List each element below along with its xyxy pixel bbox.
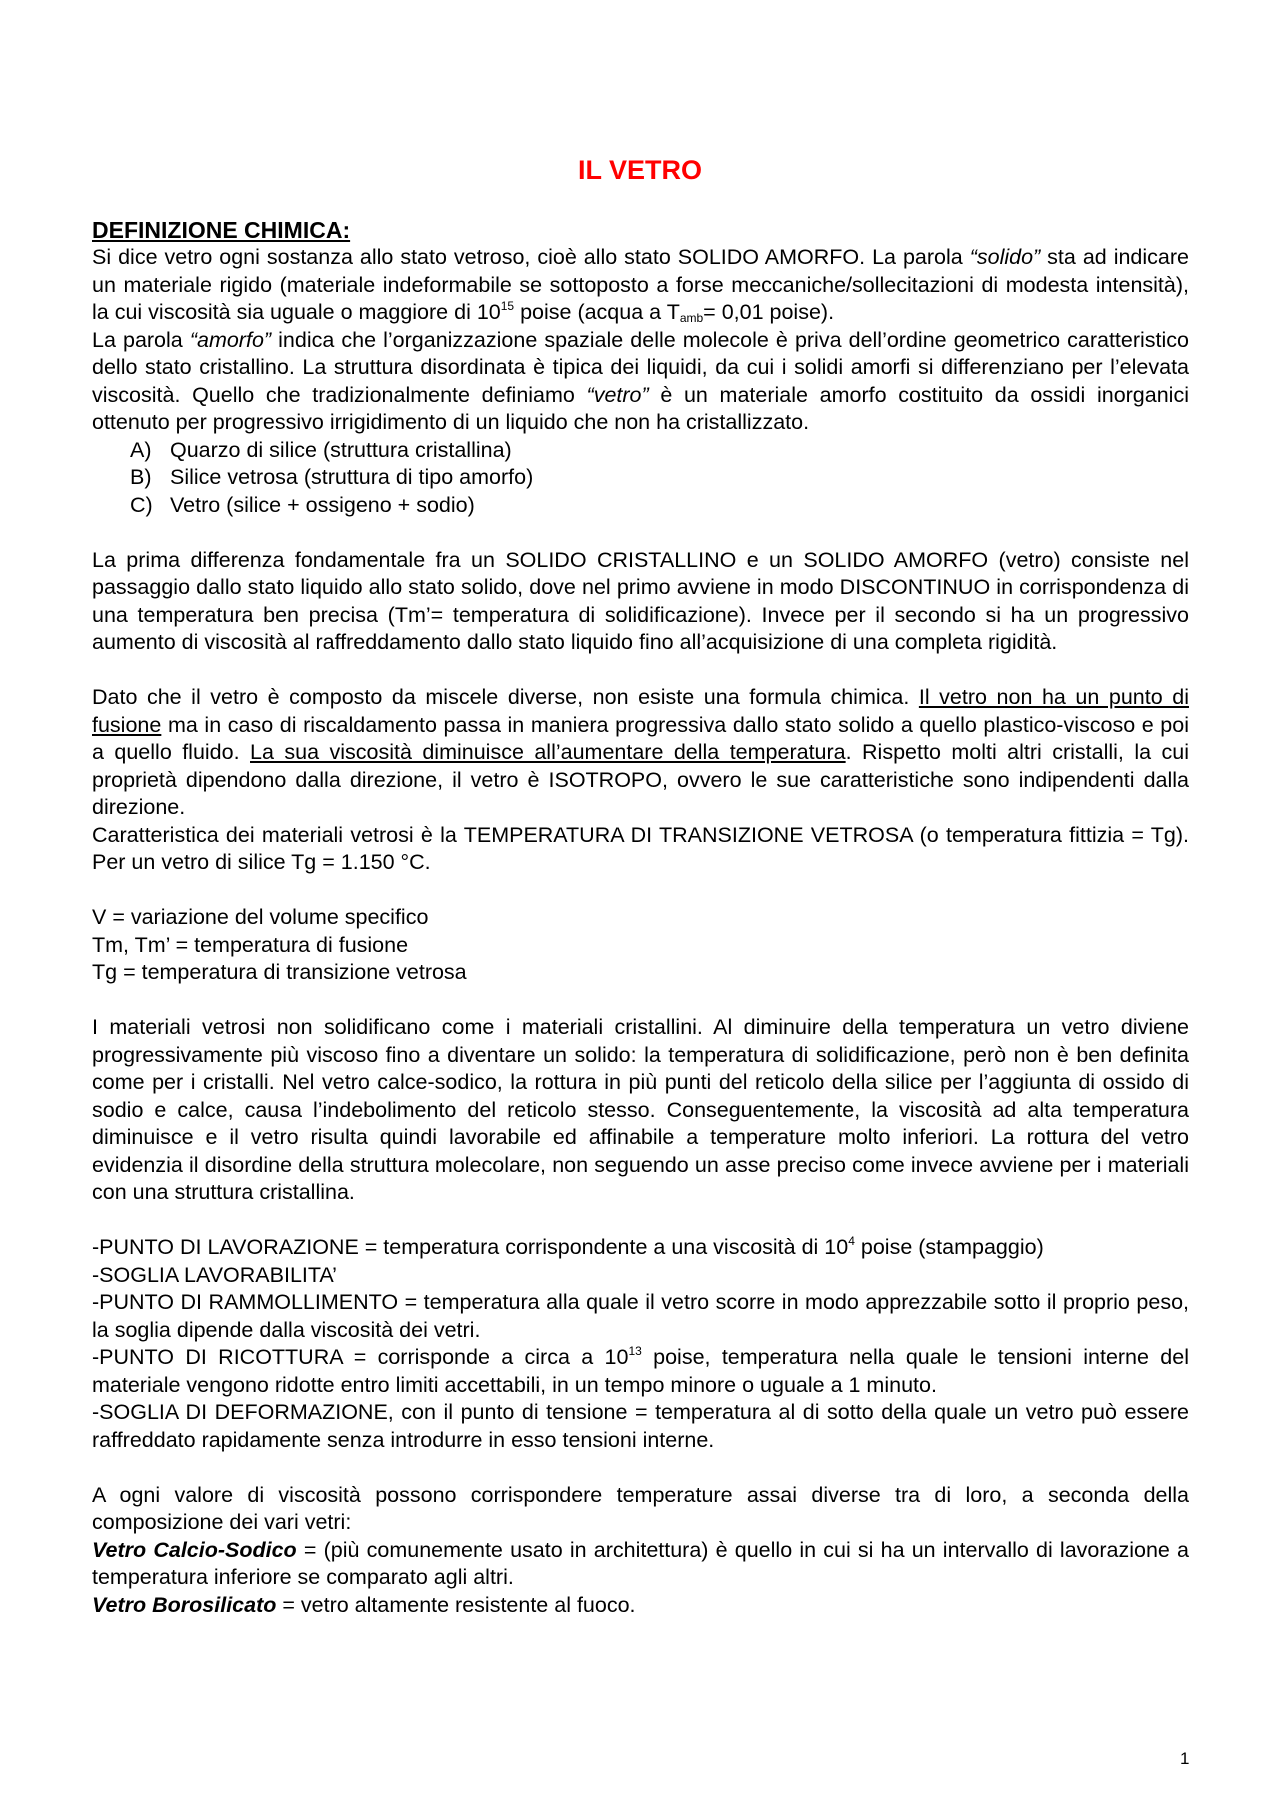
spacer	[92, 877, 1189, 905]
text-run: è un materiale amorfo costituito da ossidi inorganici ottenuto per progressivo irrigidimento di un liquido che non ha cristallizzato.	[92, 382, 1189, 434]
list-text: Silice vetrosa (struttura di tipo amorfo)	[170, 465, 534, 489]
italic-term: “amorfo”	[189, 327, 272, 352]
text-run: poise, temperatura nella quale le tensioni interne del materiale vengono ridotte entro limiti accettabili, in un tempo minore o uguale a 1 minuto.	[92, 1345, 1189, 1397]
text-run: = 0,01 poise).	[703, 300, 835, 324]
text-run: Dato che il vetro è composto da miscele diverse, non esiste una formula chimica.	[92, 685, 919, 709]
list-item	[130, 464, 1189, 492]
point-deformazione: -SOGLIA DI DEFORMAZIONE, con il punto di tensione = temperatura al di sotto della quale un vetro può essere raffreddato rapidamente senza introdurre in esso tensioni interne.	[92, 1400, 1189, 1452]
point-lavorazione	[92, 1234, 1189, 1262]
paragraph-solidification: I materiali vetrosi non solidificano come i materiali cristallini. Al diminuire della temperatura un vetro diviene progressivamente più viscoso fino a diventare un solido: la temperatura di solidificazione, però non è ben definita come per i cristalli. Nel vetro calce-sodico, la rottura in più punti del reticolo della silice per l’aggiunta di ossido di sodio e calce, causa l’indebolimento del reticolo stesso. Conseguentemente, la viscosità ad alta temperatura diminuisce e il vetro risulta quindi lavorabile ed affinabile a temperature molto inferiori. La rottura del vetro evidenzia il disordine della struttura molecolare, non seguendo un asse preciso come invece avviene per i materiali con una struttura cristallina.	[92, 1015, 1189, 1204]
spacer	[92, 1207, 1189, 1235]
list-text: Quarzo di silice (struttura cristallina)	[170, 437, 512, 462]
superscript: 4	[848, 1234, 855, 1248]
paragraph-definition	[92, 244, 1189, 327]
list-item	[130, 437, 1189, 465]
text-run: poise (stampaggio)	[854, 1235, 1044, 1259]
text-run: = (più comunemente usato in architettura) è quello in cui si ha un intervallo di lavorazione a temperatura inferiore se comparato agli altri.	[92, 1537, 1190, 1589]
point-rammollimento: -PUNTO DI RAMMOLLIMENTO = temperatura alla quale il vetro scorre in modo apprezzabile sotto il proprio peso, la soglia dipende dalla viscosità dei vetri.	[92, 1290, 1189, 1342]
superscript: 15	[500, 299, 515, 313]
superscript: 13	[628, 1344, 642, 1358]
spacer	[92, 519, 1189, 547]
definition-line: Tm, Tm’ = temperatura di fusione	[92, 932, 409, 957]
text-run: -PUNTO DI RICOTTURA = corrisponde a circa a 10	[92, 1345, 629, 1369]
paragraph-difference: La prima differenza fondamentale fra un SOLIDO CRISTALLINO e un SOLIDO AMORFO (vetro) consiste nel passaggio dallo stato liquido allo stato solido, dove nel primo avviene in modo DISCONTINUO in corrispondenza di una temperatura ben precisa (Tm’= temperatura di solidificazione). Invece per il secondo si ha un progressivo aumento di viscosità al raffreddamento dallo stato liquido fino all’acquisizione di una completa rigidità.	[92, 547, 1189, 654]
page-number: 1	[1180, 1749, 1190, 1768]
point-ricottura	[92, 1344, 1189, 1399]
text-run: sta ad indicare un materiale rigido (materiale indeformabile se sottoposto a forse meccaniche/sollecitazioni di modesta intensità), la cui viscosità sia uguale o maggiore di 10	[92, 245, 1189, 324]
paragraph-transition: Caratteristica dei materiali vetrosi è la TEMPERATURA DI TRANSIZIONE VETROSA (o temperatura fittizia = Tg). Per un vetro di silice Tg = 1.150 °C.	[92, 822, 1189, 874]
glass-type-name: Vetro Calcio-Sodico	[92, 1537, 297, 1562]
point-soglia-lavorabilita: -SOGLIA LAVORABILITA’	[92, 1262, 337, 1287]
list-letter: B)	[130, 465, 152, 489]
text-run: -PUNTO DI LAVORAZIONE = temperatura corrispondente a una viscosità di 10	[92, 1235, 849, 1259]
definition-line: V = variazione del volume specifico	[92, 905, 429, 929]
list-letter: A)	[130, 437, 152, 462]
list-text: Vetro (silice + ossigeno + sodio)	[170, 492, 475, 517]
list-letter: C)	[130, 492, 153, 517]
paragraph-viscosity-values: A ogni valore di viscosità possono corrispondere temperature assai diverse tra di loro, a seconda della composizione dei vari vetri:	[92, 1482, 1189, 1534]
paragraph-amorfo	[92, 327, 1189, 437]
subscript: amb	[679, 311, 704, 325]
section-heading: DEFINIZIONE CHIMICA:	[92, 217, 351, 243]
document-title: IL VETRO	[577, 155, 703, 185]
text-run: La parola	[92, 327, 190, 352]
text-run: poise (acqua a T	[514, 300, 680, 324]
italic-term: “solido”	[969, 245, 1041, 269]
glass-type-borosilicato	[92, 1592, 1189, 1620]
text-run: . Rispetto molti altri cristalli, la cui proprietà dipendono dalla direzione, il vetro è ISOTROPO, ovvero le sue caratteristiche sono indipendenti dalla direzione.	[92, 740, 1189, 819]
glass-type-calcio-sodico	[92, 1537, 1189, 1592]
definition-line: Tg = temperatura di transizione vetrosa	[92, 960, 467, 984]
glass-type-name: Vetro Borosilicato	[92, 1592, 277, 1617]
underlined-text: La sua viscosità diminuisce all’aumentare della temperatura	[250, 740, 846, 764]
italic-term: “vetro”	[586, 382, 649, 407]
underlined-text: Il vetro non ha un punto di fusione	[92, 685, 1189, 737]
spacer	[92, 657, 1189, 685]
spacer	[92, 987, 1189, 1015]
text-run: indica che l’organizzazione spaziale delle molecole è priva dell’ordine geometrico caratteristico dello stato cristallino. La struttura disordinata è tipica dei liquidi, da cui i solidi amorfi si differenziano per l’elevata viscosità. Quello che tradizionalmente definiamo	[92, 327, 1189, 407]
spacer	[92, 1454, 1189, 1482]
text-run: Si dice vetro ogni sostanza allo stato vetroso, cioè allo stato SOLIDO AMORFO. La parola	[92, 245, 970, 269]
text-run: = vetro altamente resistente al fuoco.	[276, 1592, 636, 1617]
list-item	[130, 492, 1189, 520]
paragraph-composition	[92, 684, 1189, 822]
document-body	[92, 216, 1189, 1619]
structure-list	[92, 437, 1189, 520]
text-run: ma in caso di riscaldamento passa in maniera progressiva dallo stato solido a quello plastico-viscoso e poi a quello fluido.	[92, 712, 1189, 764]
